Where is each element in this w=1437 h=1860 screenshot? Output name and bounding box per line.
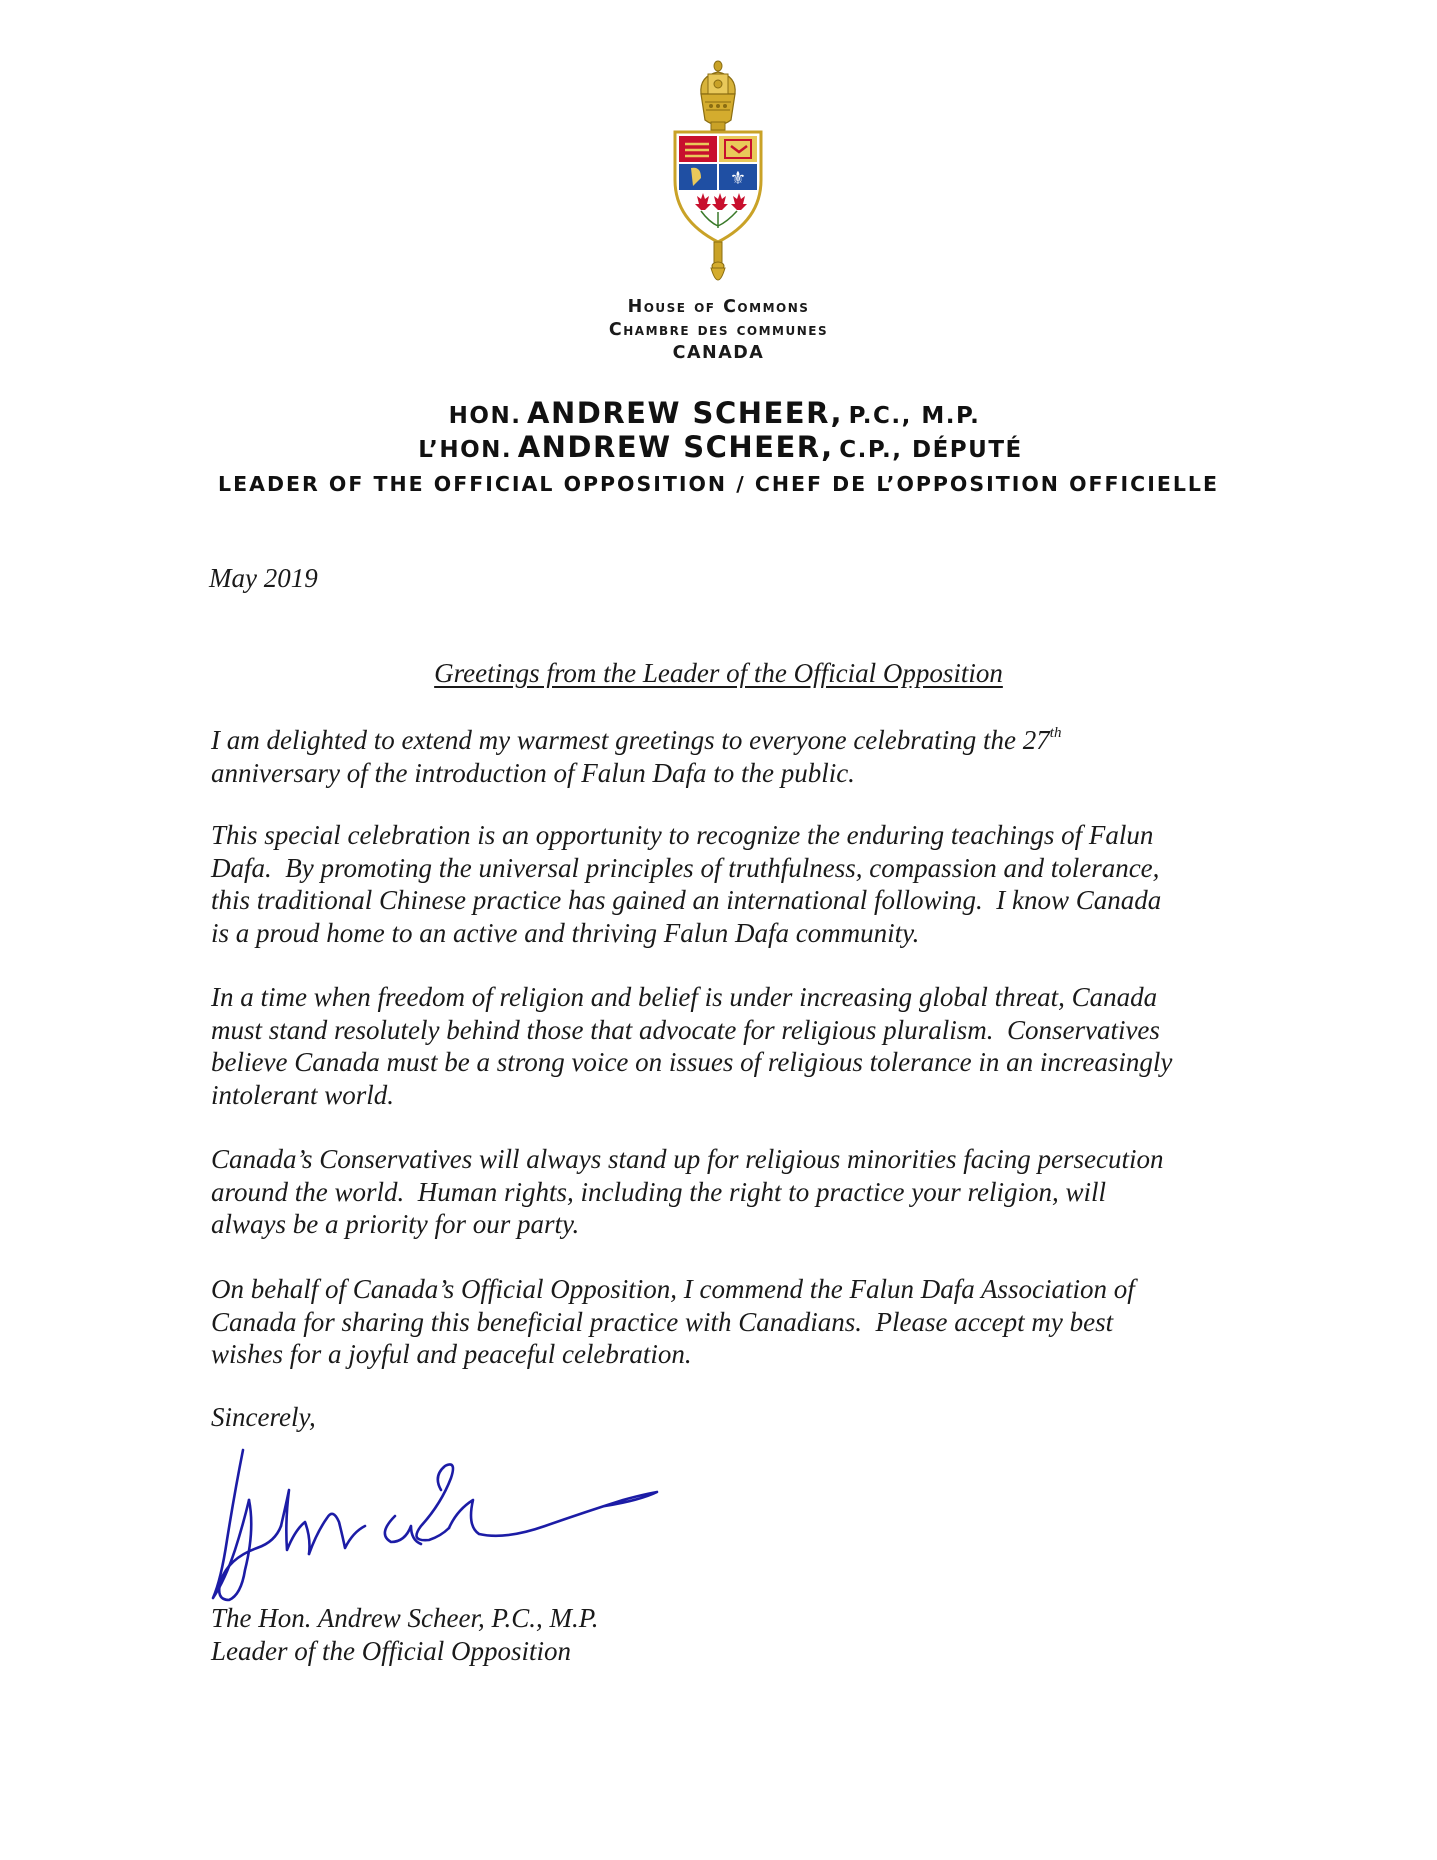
paragraph-1 [211,724,1241,789]
name-line-fr [2,430,1437,464]
paragraph-line: On behalf of Canada’s Official Opposition, I commend the Falun Dafa Association of [211,1274,1135,1304]
name-main-en: ANDREW SCHEER, [527,396,844,430]
paragraph-line: is a proud home to an active and thriving Falun Dafa community. [211,917,920,948]
paragraph-line: wishes for a joyful and peaceful celebration. [211,1339,692,1369]
paragraph-3 [211,981,1241,1111]
name-main-fr: ANDREW SCHEER, [517,430,834,464]
paragraph-5 [211,1273,1241,1371]
paragraph-line: Canada for sharing this beneficial practice with Canadians. Please accept my best [211,1306,1114,1337]
house-of-commons-fr: Chambre des communes [608,320,829,340]
country-label: CANADA [672,343,765,363]
paragraph-line: This special celebration is an opportunity to recognize the enduring teachings of Falun [211,820,1154,850]
paragraph-line: around the world. Human rights, including the right to practice your religion, will [211,1176,1106,1207]
paragraph-line: believe Canada must be a strong voice on issues of religious tolerance in an increasingly [211,1047,1173,1077]
paragraph-1-line-1: I am delighted to extend my warmest greetings to everyone celebrating the 27th [211,725,1062,755]
paragraph-line: always be a priority for our party. [211,1209,580,1239]
name-prefix-en: HON. [448,403,522,429]
name-prefix-fr: L’HON. [418,437,513,463]
name-suffix-fr: C.P., DÉPUTÉ [839,437,1023,463]
letter-closing: Sincerely, [211,1402,316,1432]
signer-title: Leader of the Official Opposition [211,1636,571,1666]
house-of-commons-crest-logo [671,60,765,290]
letter-subject: Greetings from the Leader of the Official Opposition [434,658,1003,688]
paragraph-line: must stand resolutely behind those that advocate for religious pluralism. Conservatives [211,1014,1160,1045]
letter-date: May 2019 [209,563,318,593]
paragraph-2 [211,819,1241,949]
paragraph-line: intolerant world. [211,1079,395,1110]
name-line-en [0,396,1433,430]
paragraph-line: this traditional Chinese practice has gained an international following. I know Canada [211,885,1162,915]
house-of-commons-en: House of Commons [627,297,810,317]
svg-text:⚜: ⚜ [729,168,747,189]
leader-title-line: LEADER OF THE OFFICIAL OPPOSITION / CHEF DE L’OPPOSITION OFFICIELLE [218,472,1219,496]
signer-name: The Hon. Andrew Scheer, P.C., M.P. [211,1603,599,1633]
paragraph-4 [211,1143,1241,1241]
paragraph-line: In a time when freedom of religion and belief is under increasing global threat, Canada [211,982,1158,1012]
name-suffix-en: P.C., M.P. [848,403,981,429]
paragraph-line: Canada’s Conservatives will always stand up for religious minorities facing persecution [211,1144,1164,1174]
ordinal-superscript: th [1049,725,1062,741]
paragraph-line: Dafa. By promoting the universal principles of truthfulness, compassion and tolerance, [211,852,1160,883]
paragraph-1-line-2: anniversary of the introduction of Falun Dafa to the public. [211,757,855,788]
handwritten-signature [205,1430,665,1610]
